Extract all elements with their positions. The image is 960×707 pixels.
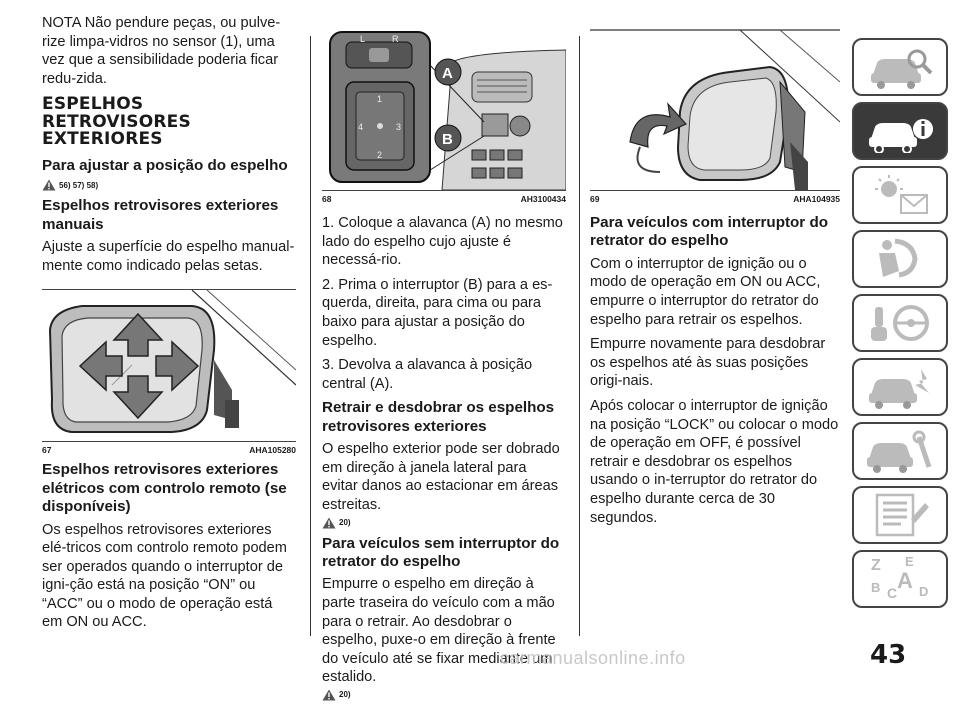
figure-68 [322, 22, 566, 190]
switch-num-3: 3 [396, 122, 402, 132]
folding-mirror-illustration [590, 22, 840, 190]
para-electric: Os espelhos retrovisores exteriores elé-tricos com controlo remoto podem ser operados quando o interruptor de igni-ção está na posição “ON” ou “ACC” ou o modo de operação está em ON ou ACC. [42, 521, 287, 631]
warning-lights-icon [865, 173, 935, 217]
note-text: NOTA Não pendure peças, ou pulve-rize limpa-vidros no sensor (1), uma vez que a sensibilidade poderia ficar redu-zida. [42, 15, 281, 87]
para-without: Empurre o espelho em direção à parte traseira do veículo com a mão para o retrair. Ao desdobrar o espelho, puxe-o em direção à frente do veículo até se fixar mediante um estalido. [322, 576, 556, 686]
para-manual: Ajuste a superfície do espelho manual-mente como indicado pelas setas. [42, 239, 295, 274]
tab-warning-lights[interactable] [852, 166, 948, 224]
column-1 [42, 14, 296, 638]
fig-code: AHA105280 [249, 445, 296, 456]
car-crash-icon [865, 365, 935, 409]
caption-68 [322, 190, 566, 204]
warning-refs-2 [322, 517, 566, 529]
svg-text:E: E [905, 554, 914, 569]
tab-car-tools[interactable] [852, 422, 948, 480]
airbag-seat-icon [865, 237, 935, 281]
switch-num-2: 2 [377, 150, 383, 160]
caption-69 [590, 190, 840, 204]
caption-67 [42, 441, 296, 455]
tab-airbag-seat[interactable] [852, 230, 948, 288]
callout-a: A [442, 65, 453, 82]
fig-code: AHA104935 [793, 194, 840, 204]
car-search-icon [865, 45, 935, 89]
svg-text:A: A [897, 568, 913, 593]
specs-list-icon [865, 493, 935, 537]
tab-car-crash[interactable] [852, 358, 948, 416]
svg-text:C: C [887, 585, 898, 601]
warning-refs-3 [322, 689, 566, 701]
para-with-1: Com o interruptor de ignição ou o modo de operação em ON ou ACC, empurre o interruptor do retrator do espelho para retrair os espelhos. [590, 255, 821, 328]
svg-text:B: B [871, 580, 881, 595]
mirror-switch-illustration [322, 22, 566, 190]
fig-code: AH3100434 [520, 194, 566, 204]
callout-b: B [442, 131, 453, 148]
alphabet-index-icon [865, 554, 935, 604]
tab-specs-list[interactable] [852, 486, 948, 544]
figure-67 [42, 289, 296, 441]
warning-refs-text: 20) [339, 690, 351, 700]
heading-electric: Espelhos retrovisores exteriores elétricos com controlo remoto (se disponíveis) [42, 461, 287, 516]
svg-text:Z: Z [871, 557, 881, 574]
switch-label-l: L [360, 34, 366, 44]
heading-manual: Espelhos retrovisores exteriores manuais [42, 197, 279, 233]
step-3: 3. Devolva a alavanca à posição central (A). [322, 357, 533, 392]
tab-car-search[interactable] [852, 38, 948, 96]
subtitle-adjust: Para ajustar a posição do espelho [42, 156, 288, 174]
para-fold: O espelho exterior pode ser dobrado em direção à janela lateral para evitar danos ao estacionar em áreas estreitas. [322, 441, 560, 513]
figure-69 [590, 22, 840, 190]
car-tools-icon [865, 429, 935, 473]
car-info-icon [865, 109, 935, 153]
tab-key-steering[interactable] [852, 294, 948, 352]
column-divider [310, 36, 311, 636]
column-divider [579, 36, 580, 636]
switch-num-4: 4 [358, 122, 364, 132]
key-steering-icon [865, 301, 935, 345]
switch-label-r: R [392, 34, 399, 44]
tab-car-info[interactable] [852, 102, 948, 160]
heading-fold: Retrair e desdobrar os espelhos retrovisores exteriores [322, 399, 555, 435]
page-number: 43 [870, 640, 907, 670]
warning-triangle-icon [322, 517, 336, 529]
tab-alphabet-index[interactable] [852, 550, 948, 608]
heading-without: Para veículos sem interruptor do retrator do espelho [322, 534, 560, 570]
svg-text:D: D [919, 584, 929, 599]
warning-refs-1 [42, 179, 296, 191]
heading-with: Para veículos com interruptor do retrator do espelho [590, 214, 828, 250]
fig-number: 69 [590, 194, 600, 204]
step-1: 1. Coloque a alavanca (A) no mesmo lado do espelho cujo ajuste é necessá-rio. [322, 215, 563, 269]
column-2 [322, 22, 566, 707]
step-2: 2. Prima o interruptor (B) para a es-querda, direita, para cima ou para baixo para ajustar a posição do espelho. [322, 276, 553, 349]
switch-num-1: 1 [377, 94, 383, 104]
warning-refs-text: 56) 57) 58) [59, 180, 99, 190]
para-with-3: Após colocar o interruptor de ignição na posição “LOCK” ou colocar o modo de operação em OFF, é possível retrair e desdobrar os espelhos usando o in-terruptor do retrator do espelho durante cerca de 30 segundos. [590, 397, 839, 526]
fig-number: 68 [322, 194, 332, 204]
warning-triangle-icon [322, 689, 336, 701]
column-3 [590, 22, 840, 533]
watermark: carmanualsonline.info [500, 648, 686, 668]
warning-refs-text: 20) [339, 518, 351, 528]
manual-mirror-illustration [42, 290, 296, 441]
section-title: ESPELHOS RETROVISORES EXTERIORES [42, 94, 191, 150]
fig-number: 67 [42, 445, 52, 456]
para-with-2: Empurre novamente para desdobrar os espelhos até às suas posições origi-nais. [590, 336, 826, 390]
warning-triangle-icon [42, 179, 56, 191]
